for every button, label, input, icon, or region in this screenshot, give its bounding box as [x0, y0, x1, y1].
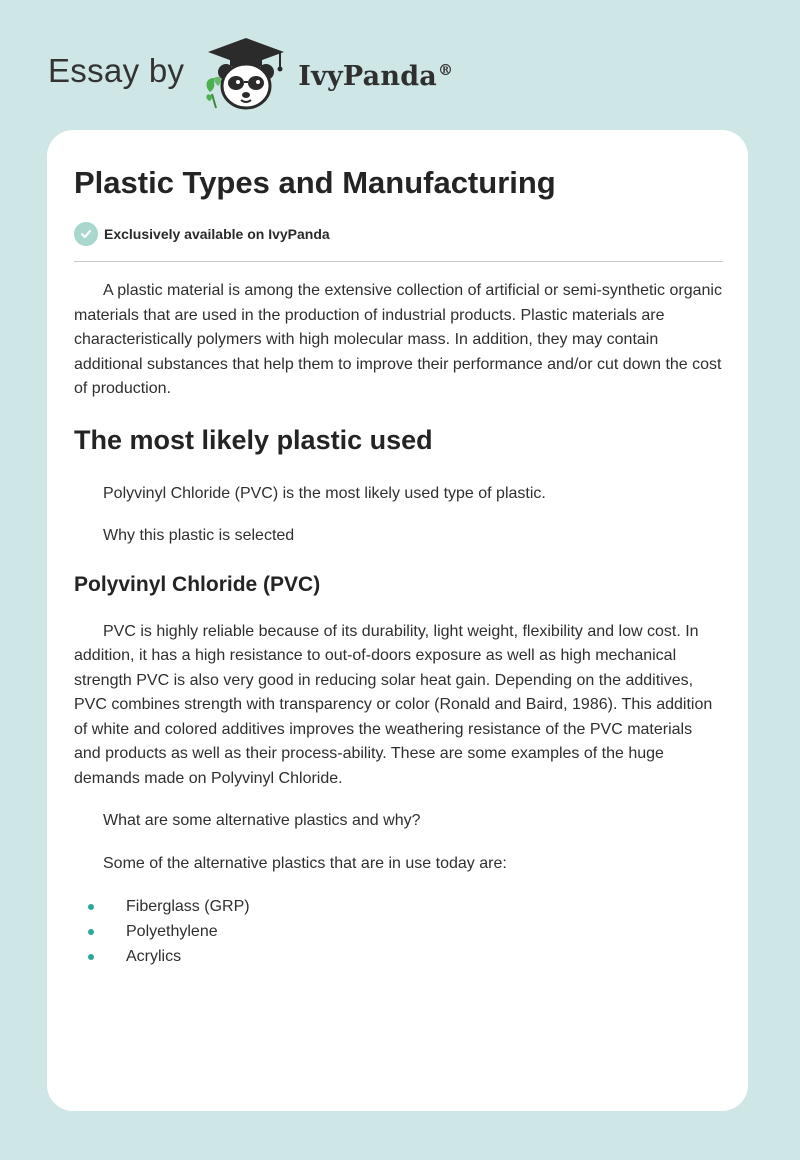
exclusive-label: Exclusively available on IvyPanda	[104, 226, 330, 242]
list-item: Acrylics	[74, 944, 723, 969]
brand-name: IvyPanda®	[298, 60, 454, 92]
intro-paragraph: A plastic material is among the extensive collection of artificial or semi-synthetic organic materials that are used in the production of industrial products. Plastic materials are characteristically polymers with high molecular mass. In addition, they may contain additional substances that help them to improve their performance and/or cut down the cost of production.	[74, 282, 722, 397]
site-brand[interactable]	[48, 34, 453, 114]
section-heading-most-likely-plastic: The most likely plastic used	[74, 424, 433, 455]
paragraph-pvc-most-likely: Polyvinyl Chloride (PVC) is the most likely used type of plastic.	[103, 484, 546, 502]
exclusive-badge	[74, 222, 330, 246]
section-heading-wrap	[74, 425, 723, 456]
divider	[74, 261, 723, 262]
essay-title: Plastic Types and Manufacturing	[74, 165, 556, 200]
bullet-dot-icon	[88, 929, 94, 935]
paragraph-pvc-details: PVC is highly reliable because of its durability, light weight, flexibility and low cost. In addition, it has a high resistance to out-of-doors exposure as well as high mechanical strength PVC is also very good in reducing solar heat gain. Depending on the additives, PVC combines strength with transparency or color (Ronald and Baird, 1986). This addition of white and colored additives improves the weathering resistance of the PVC materials and products as well as their process-ability. These are some examples of the huge demands made on Polyvinyl Chloride.	[74, 622, 713, 787]
check-icon	[74, 222, 98, 246]
paragraph-alternatives-question: What are some alternative plastics and why?	[103, 812, 421, 829]
essay-card	[47, 130, 748, 1111]
panda-graduate-icon	[200, 34, 292, 114]
subsection-heading-wrap	[74, 573, 723, 597]
bullet-dot-icon	[88, 954, 94, 960]
paragraph-alternatives-intro: Some of the alternative plastics that are in use today are:	[103, 854, 507, 872]
paragraph-why-selected: Why this plastic is selected	[103, 527, 295, 544]
list-item: Fiberglass (GRP)	[74, 894, 723, 919]
subsection-heading-pvc: Polyvinyl Chloride (PVC)	[74, 572, 321, 596]
essay-body	[74, 279, 723, 969]
brand-prefix: Essay by	[48, 52, 185, 89]
alternatives-list	[74, 894, 723, 969]
registered-mark: ®	[437, 60, 454, 79]
bullet-dot-icon	[88, 904, 94, 910]
list-item: Polyethylene	[74, 919, 723, 944]
